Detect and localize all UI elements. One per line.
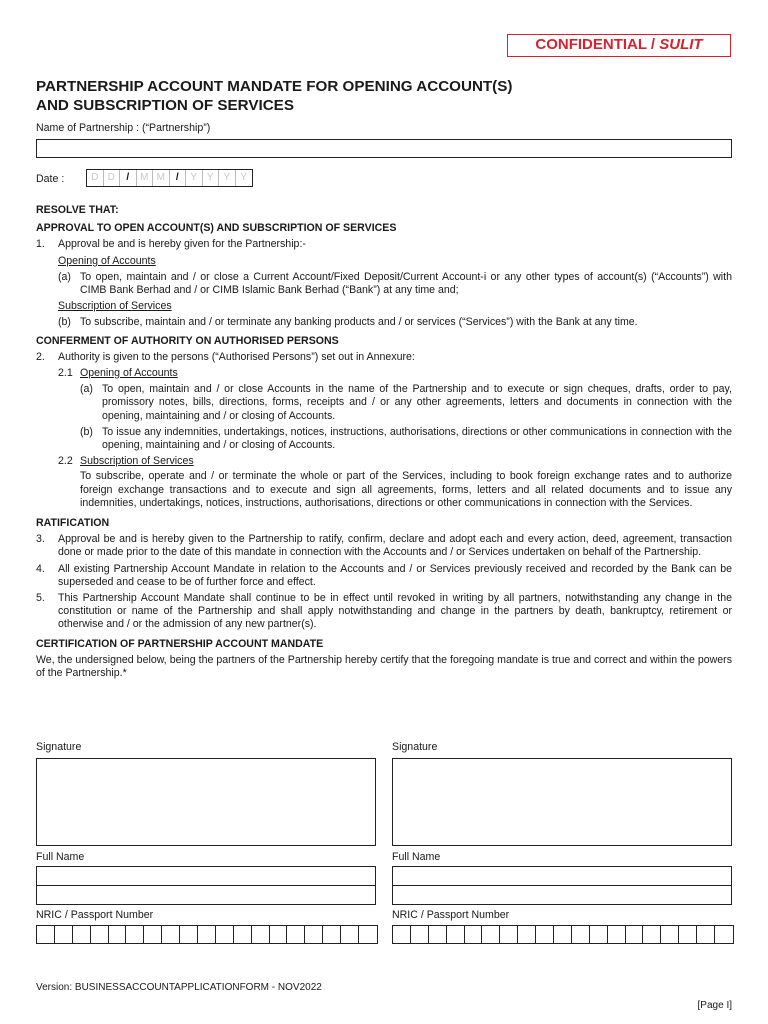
nric-cell[interactable] xyxy=(465,926,483,943)
opening-accounts-subheading: Opening of Accounts xyxy=(58,254,156,267)
clause-number: (b) xyxy=(80,425,93,438)
date-cell[interactable]: Y xyxy=(219,170,236,186)
signature-box[interactable] xyxy=(36,758,376,846)
partnership-name-label: Name of Partnership : (“Partnership”) xyxy=(36,122,211,134)
signature-label: Signature xyxy=(392,741,438,753)
clause-title: Subscription of Services xyxy=(80,455,194,468)
clause-2-1a xyxy=(80,383,732,423)
resolve-heading: RESOLVE THAT: xyxy=(36,204,119,216)
clause-text: To issue any indemnities, undertakings, notices, instructions, authorisations, directions or other communications in connection with the opening, maintaining and / or closing of Accounts. xyxy=(102,425,732,452)
clause-number: 5. xyxy=(36,592,45,605)
approval-heading: APPROVAL TO OPEN ACCOUNT(S) AND SUBSCRIPTION OF SERVICES xyxy=(36,222,397,235)
full-name-label: Full Name xyxy=(392,851,441,863)
full-name-label: Full Name xyxy=(36,851,85,863)
nric-cell[interactable] xyxy=(180,926,198,943)
nric-cell[interactable] xyxy=(252,926,270,943)
sulit-text: SULIT xyxy=(659,36,703,53)
nric-cell[interactable] xyxy=(518,926,536,943)
full-name-divider xyxy=(393,885,731,886)
clause-text: Approval be and is hereby given for the Partnership:- xyxy=(58,238,306,251)
nric-cell[interactable] xyxy=(305,926,323,943)
clause-3 xyxy=(36,533,732,559)
clause-number: 4. xyxy=(36,562,45,575)
clause-4 xyxy=(36,563,732,589)
date-separator: / xyxy=(120,170,137,186)
clause-number: 1. xyxy=(36,238,45,251)
nric-cell[interactable] xyxy=(198,926,216,943)
clause-text: This Partnership Account Mandate shall continue to be in effect until revoked in writing by all partners, notwithstanding any change in the constitution or name of the Partnership and shall apply notwithstanding and change in the partners by death, bankruptcy, retirement or otherwise and / or the admission of any new partner(s). xyxy=(58,592,732,631)
clause-number: 2.2 xyxy=(58,455,73,468)
mandate-body xyxy=(36,204,732,680)
date-field[interactable] xyxy=(86,169,253,187)
certification-heading: CERTIFICATION OF PARTNERSHIP ACCOUNT MANDATE xyxy=(36,637,324,650)
clause-number: 2.1 xyxy=(58,367,73,380)
clause-text: Authority is given to the persons (“Authorised Persons”) set out in Annexure: xyxy=(58,350,415,363)
nric-cell[interactable] xyxy=(216,926,234,943)
date-separator: / xyxy=(170,170,187,186)
nric-cell[interactable] xyxy=(626,926,644,943)
clause-text: Approval be and is hereby given to the Partnership to ratify, confirm, declare and adopt each and every action, deed, agreement, transaction done or made prior to the date of this mandate in connection with the Accounts and / or Services undertaken on behalf of the Partnership. xyxy=(58,533,732,559)
date-cell[interactable]: M xyxy=(137,170,154,186)
signature-label: Signature xyxy=(36,741,82,753)
clause-number: 2. xyxy=(36,350,45,363)
nric-cell[interactable] xyxy=(287,926,305,943)
confidential-text: CONFIDENTIAL / xyxy=(535,36,660,53)
clause-2 xyxy=(36,351,732,364)
nric-cell[interactable] xyxy=(679,926,697,943)
clause-1a xyxy=(58,271,732,297)
nric-cell[interactable] xyxy=(554,926,572,943)
title-line-2: AND SUBSCRIPTION OF SERVICES xyxy=(36,97,294,114)
nric-cell[interactable] xyxy=(341,926,359,943)
clause-1 xyxy=(36,238,732,251)
nric-cell[interactable] xyxy=(500,926,518,943)
page-title xyxy=(36,77,736,115)
nric-cell[interactable] xyxy=(359,926,377,943)
full-name-divider xyxy=(37,885,375,886)
clause-1b xyxy=(58,316,732,329)
ratification-heading: RATIFICATION xyxy=(36,517,110,530)
date-cell[interactable]: D xyxy=(104,170,121,186)
nric-cell[interactable] xyxy=(661,926,679,943)
date-cell[interactable]: M xyxy=(153,170,170,186)
clause-5 xyxy=(36,592,732,632)
nric-cell[interactable] xyxy=(482,926,500,943)
clause-2-1b xyxy=(80,426,732,452)
date-cell[interactable]: Y xyxy=(240,172,248,183)
page-number: [Page I] xyxy=(697,1000,732,1011)
clause-2-2-text: To subscribe, operate and / or terminate the whole or part of the Services, including to book foreign exchange rates and to authorize foreign exchange transactions and to execute and sign all agreements, forms, letters and all related documents and to issue any indemnities, undertakings, notices, instructions, authorisations, directions or other communications in connection with the Services. xyxy=(80,470,732,509)
nric-cell[interactable] xyxy=(126,926,144,943)
title-line-1: PARTNERSHIP ACCOUNT MANDATE FOR OPENING ACCOUNT(S) xyxy=(36,78,513,95)
nric-cell[interactable] xyxy=(608,926,626,943)
clause-number: 3. xyxy=(36,533,45,546)
clause-title: Opening of Accounts xyxy=(80,367,178,380)
clause-number: (b) xyxy=(58,316,71,329)
nric-cell[interactable] xyxy=(270,926,288,943)
nric-cell[interactable] xyxy=(393,926,411,943)
nric-cell[interactable] xyxy=(715,926,733,943)
clause-text: All existing Partnership Account Mandate in relation to the Accounts and / or Services previously received and recorded by the Bank can be superseded and cease to be of further force and effect. xyxy=(58,562,732,588)
subscription-services-subheading: Subscription of Services xyxy=(58,300,172,313)
date-label: Date : xyxy=(36,173,65,185)
full-name-field[interactable] xyxy=(392,866,732,905)
nric-cell[interactable] xyxy=(55,926,73,943)
conferment-heading: CONFERMENT OF AUTHORITY ON AUTHORISED PERSONS xyxy=(36,334,339,347)
nric-cell[interactable] xyxy=(429,926,447,943)
certification-text: We, the undersigned below, being the partners of the Partnership hereby certify that the foregoing mandate is true and correct and within the powers of the Partnership.* xyxy=(36,653,732,680)
clause-number: (a) xyxy=(58,270,71,283)
clause-2-1 xyxy=(58,367,732,380)
nric-cell[interactable] xyxy=(697,926,715,943)
nric-cell[interactable] xyxy=(91,926,109,943)
date-cell[interactable]: Y xyxy=(186,170,203,186)
clause-number: (a) xyxy=(80,383,93,396)
nric-cell[interactable] xyxy=(536,926,554,943)
nric-cell[interactable] xyxy=(572,926,590,943)
date-cell[interactable]: Y xyxy=(203,170,220,186)
nric-cell[interactable] xyxy=(411,926,429,943)
clause-2-2 xyxy=(58,455,732,468)
partnership-name-field[interactable] xyxy=(36,139,732,158)
signature-box[interactable] xyxy=(392,758,732,846)
nric-cell[interactable] xyxy=(73,926,91,943)
nric-field[interactable] xyxy=(392,925,734,944)
clause-text: To open, maintain and / or close a Current Account/Fixed Deposit/Current Account-i or any other types of account(s) (“Accounts”) with CIMB Bank Berhad and / or CIMB Islamic Bank Berhad (“Bank”) at any time and; xyxy=(80,270,732,297)
nric-cell[interactable] xyxy=(643,926,661,943)
version-text: Version: BUSINESSACCOUNTAPPLICATIONFORM - NOV2022 xyxy=(36,982,322,993)
nric-field[interactable] xyxy=(36,925,378,944)
nric-label: NRIC / Passport Number xyxy=(36,909,154,921)
nric-cell[interactable] xyxy=(144,926,162,943)
nric-cell[interactable] xyxy=(590,926,608,943)
nric-cell[interactable] xyxy=(162,926,180,943)
nric-cell[interactable] xyxy=(323,926,341,943)
clause-text: To subscribe, maintain and / or terminate any banking products and / or services (“Services”) with the Bank at any time. xyxy=(80,316,638,329)
nric-cell[interactable] xyxy=(447,926,465,943)
nric-label: NRIC / Passport Number xyxy=(392,909,510,921)
clause-text: To open, maintain and / or close Accounts in the name of the Partnership and to execute or sign cheques, drafts, order to pay, promissory notes, bills, directions, forms, receipts and / or any other agreements, letters and documents in connection with the opening, maintaining and / or closing of Accounts. xyxy=(102,383,732,422)
full-name-field[interactable] xyxy=(36,866,376,905)
nric-cell[interactable] xyxy=(234,926,252,943)
confidential-badge xyxy=(507,34,731,57)
nric-cell[interactable] xyxy=(109,926,127,943)
nric-cell[interactable] xyxy=(37,926,55,943)
date-cell[interactable]: D xyxy=(87,170,104,186)
